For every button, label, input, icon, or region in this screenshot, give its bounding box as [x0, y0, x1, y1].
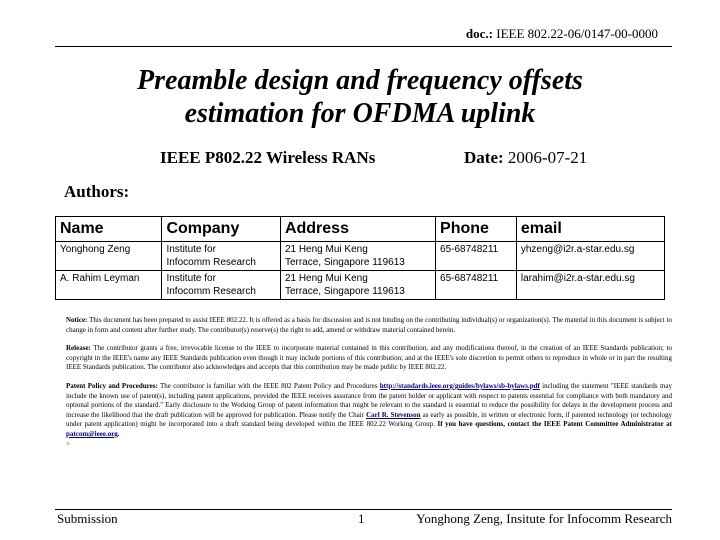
address-line: Terrace, Singapore 119613: [284, 286, 405, 297]
doc-label: doc.:: [465, 26, 493, 41]
patent-text-3: as early as possible, in written or electronic form, if patented technology (or technology under patent application) might be incorporated into a draft standard being developed within the IEEE 802.22 Working Group.: [66, 410, 672, 429]
col-address: Address: [280, 217, 435, 242]
author-company: [162, 271, 280, 300]
doc-number: IEEE 802.22-06/0147-00-0000: [496, 26, 658, 41]
patent-bold-text: If you have questions, contact the IEEE Patent Committee Administrator at: [437, 420, 672, 429]
patent-text-1: The contributor is familiar with the IEEE 802 Patent Policy and Procedures: [157, 381, 380, 390]
page-title: [40, 64, 680, 130]
author-email: yhzeng@i2r.a-star.edu.sg: [516, 242, 664, 271]
patent-paragraph: [66, 382, 672, 449]
author-name: Yonghong Zeng: [56, 242, 162, 271]
company-line: Institute for: [166, 244, 216, 255]
address-line: 21 Heng Mui Keng: [284, 273, 368, 284]
release-text: The contributor grants a free, irrevocable license to the IEEE to incorporate material contained in this contribution, and any modifications thereof, in the creation of an IEEE Standards publication; to copyright in the IEEE's name any IEEE Standards publication even though it may include portions of this contribution; and at the IEEE's sole discretion to permit others to reproduce in whole or in part the resulting IEEE Standards publication. The contributor also acknowledges and accepts that this contribution may be made public by IEEE 802.22.: [66, 344, 672, 372]
chair-link[interactable]: Carl R. Stevenson: [366, 410, 421, 419]
working-group: IEEE P802.22 Wireless RANs: [160, 148, 376, 167]
title-line-2: estimation for OFDMA uplink: [184, 98, 536, 129]
author-phone: 65-68748211: [436, 271, 517, 300]
admin-email-link[interactable]: patcom@ieee.org: [66, 429, 118, 438]
table-row: [56, 271, 665, 300]
patent-policy-link[interactable]: http://standards.ieee.org/guides/bylaws/sb-bylaws.pdf: [379, 381, 540, 390]
notice-paragraph: [66, 316, 672, 335]
footer-submission: Submission: [57, 511, 118, 526]
footer-author: Yonghong Zeng, Insitute for Infocomm Research: [416, 511, 672, 526]
release-paragraph: [66, 344, 672, 373]
date-value: 2006-07-21: [507, 148, 588, 167]
notices-block: [66, 316, 672, 458]
patent-label: Patent Policy and Procedures:: [66, 381, 158, 390]
col-company: Company: [162, 217, 280, 242]
date-label: Date:: [464, 148, 504, 167]
author-address: [280, 242, 435, 271]
company-line: Infocomm Research: [166, 286, 256, 297]
authors-table-header: [56, 217, 665, 242]
address-line: Terrace, Singapore 119613: [284, 257, 405, 268]
authors-table: [55, 216, 665, 300]
col-email: email: [516, 217, 664, 242]
authors-heading: Authors:: [64, 182, 130, 201]
author-address: [280, 271, 435, 300]
table-row: [56, 242, 665, 271]
author-email: larahim@i2r.a-star.edu.sg: [516, 271, 664, 300]
footer-rule: [55, 509, 672, 510]
company-line: Infocomm Research: [166, 257, 256, 268]
author-phone: 65-68748211: [436, 242, 517, 271]
author-company: [162, 242, 280, 271]
patent-text-2: including the statement "IEEE standards may include the known use of patent(s), including patent applications, provided the IEEE receives assurance from the patent holder or applicant with respect to patents essential for compliance with both mandatory and optional portions of the standard." Early disclosure to the Working Group of patent information that might be relevant to the standard is essential to reduce the possibility for delays in the development process and increase the likelihood that the draft publication will be approved for publication. Please notify the Chair: [66, 381, 672, 419]
doc-header: [466, 26, 658, 42]
notice-label: Notice:: [66, 316, 88, 324]
header-rule: [55, 46, 672, 47]
address-line: 21 Heng Mui Keng: [284, 244, 368, 255]
trailing-mark: >: [66, 439, 70, 448]
title-line-1: Preamble design and frequency offsets: [137, 65, 583, 96]
date-line: [464, 148, 587, 168]
notice-text: This document has been prepared to assist IEEE 802.22. It is offered as a basis for discussion and is not binding on the contributing individual(s) or organization(s). The material in this document is subject to change in form and content after further study. The contributor(s) reserve(s) the right to add, amend or withdraw material contained herein.: [66, 316, 672, 334]
author-name: A. Rahim Leyman: [56, 271, 162, 300]
patent-end: .: [117, 429, 120, 438]
release-label: Release:: [66, 344, 91, 353]
col-phone: Phone: [436, 217, 517, 242]
page-number: 1: [358, 511, 365, 526]
col-name: Name: [56, 217, 162, 242]
company-line: Institute for: [166, 273, 216, 284]
